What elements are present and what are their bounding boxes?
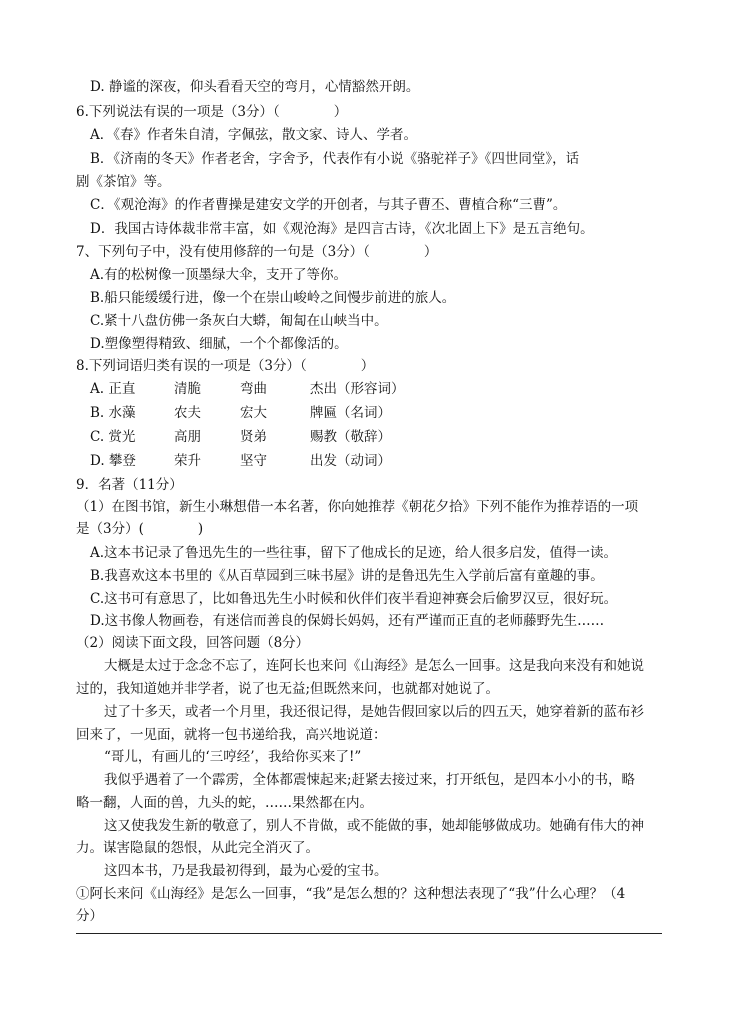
passage-line: “哥儿，有画儿的‘三哼经’，我给你买来了!” (104, 749, 362, 765)
q6-option-a: A．《春》作者朱自清，字佩弦，散文家、诗人、学者。 (90, 127, 417, 143)
q8-word: 农夫 (174, 405, 201, 421)
passage-line: 这四本书，乃是我最初得到，最为心爱的宝书。 (104, 863, 388, 879)
passage-line: 过了十多天，或者一个月里，我还很记得，是她告假回家以后的四五天，她穿着新的蓝布衫 (104, 704, 644, 720)
q8-option-a (90, 379, 420, 399)
q9-question1-line1: ①阿长来问《山海经》是怎么一回事，“我”是怎么想的？这种想法表现了“我”什么心理？（4 (76, 886, 626, 902)
q8-word: A. 正直 (90, 381, 136, 397)
q7-option-a: A.有的松树像一顶墨绿大伞，支开了等你。 (90, 267, 348, 283)
passage-line: 回来了，一见面，就将一包书递给我，高兴地说道： (76, 727, 387, 743)
q9-part2-stem: （2）阅读下面文段，回答问题（8分） (76, 635, 310, 651)
q8-word: 牌匾（名词） (310, 405, 391, 421)
q9-option-b: B.我喜欢这本书里的《从百草园到三味书屋》讲的是鲁迅先生入学前后富有童趣的事。 (90, 568, 604, 584)
q7-option-b: B.船只能缓缓行进，像一个在崇山峻岭之间慢步前进的旅人。 (90, 290, 456, 306)
q9-option-d: D.这书像人物画卷，有迷信而善良的保姆长妈妈，还有严谨而正直的老师藤野先生…… (90, 613, 605, 629)
q9-part1-line1: （1）在图书馆，新生小琳想借一本名著，你向她推荐《朝花夕拾》下列不能作为推荐语的一项 (76, 499, 639, 515)
q9-option-c: C.这书可有意思了，比如鲁迅先生小时候和伙伴们夜半看迎神赛会后偷罗汉豆，很好玩。 (90, 591, 618, 607)
q7-option-d: D.塑像塑得精致、细腻，一个个都像活的。 (90, 336, 348, 352)
q8-word: C. 赏光 (90, 429, 136, 445)
passage-line: 略一翻，人面的兽，九头的蛇，……果然都在内。 (76, 795, 373, 811)
q6-stem: 6.下列说法有误的一项是（3分）（ ） (76, 104, 348, 120)
q8-word: B. 水藻 (90, 405, 136, 421)
passage-line: 我似乎遇着了一个霹雳，全体都震悚起来;赶紧去接过来，打开纸包，是四本小小的书，略 (104, 772, 636, 788)
passage-line: 过的，我知道她并非学者，说了也无益;但既然来问，也就都对她说了。 (76, 681, 500, 697)
q7-stem: 7、下列句子中，没有使用修辞的一句是（3分）（ ） (76, 244, 438, 260)
q8-word: 赐教（敬辞） (310, 429, 391, 445)
q6-option-b-line1: B．《济南的冬天》作者老舍，字舍予，代表作有小说《骆驼祥子》《四世同堂》，话 (90, 151, 580, 167)
footer-rule (76, 933, 662, 934)
q9-part1-line2: 是（3分）( ) (76, 521, 204, 537)
q5-option-d: D. 静谧的深夜，仰头看看天空的弯月，心情豁然开朗。 (90, 79, 420, 95)
q8-word: 宏大 (240, 405, 267, 421)
q6-option-c: C．《观沧海》的作者曹操是建安文学的开创者，与其子曹丕、曹植合称“三曹”。 (90, 197, 567, 213)
q6-option-d: D．我国古诗体裁非常丰富，如《观沧海》是四言古诗，《次北固上下》是五言绝句。 (90, 221, 594, 237)
q8-word: 弯曲 (240, 381, 267, 397)
q8-word: 出发（动词） (310, 453, 391, 469)
q8-option-c (90, 427, 420, 447)
q8-option-d (90, 451, 420, 471)
q9-option-a: A.这本书记录了鲁迅先生的一些往事，留下了他成长的足迹，给人很多启发，值得一读。 (90, 545, 618, 561)
q8-word: 荣升 (174, 453, 201, 469)
q9-stem: 9．名著（11分） (76, 477, 183, 493)
passage-line: 大概是太过于念念不忘了，连阿长也来问《山海经》是怎么一回事。这是我向来没有和她说 (104, 658, 644, 674)
q8-word: 贤弟 (240, 429, 267, 445)
q8-word: 清脆 (174, 381, 201, 397)
q6-option-b-line2: 剧《茶馆》等。 (76, 174, 171, 190)
q9-question1-line2: 分） (76, 908, 103, 924)
passage-line: 这又使我发生新的敬意了，别人不肯做，或不能做的事，她却能够做成功。她确有伟大的神 (104, 818, 644, 834)
q8-word: 坚守 (240, 453, 267, 469)
q8-word: D. 攀登 (90, 453, 136, 469)
passage-line: 力。谋害隐鼠的怨恨，从此完全消灭了。 (76, 840, 319, 856)
q7-option-c: C.紧十八盘仿佛一条灰白大蟒，匍匐在山峡当中。 (90, 313, 388, 329)
q8-stem: 8.下列词语归类有误的一项是（3分）（ ） (76, 358, 375, 374)
q8-option-b (90, 403, 420, 423)
q8-word: 杰出（形容词） (310, 381, 405, 397)
q8-word: 高朋 (174, 429, 201, 445)
